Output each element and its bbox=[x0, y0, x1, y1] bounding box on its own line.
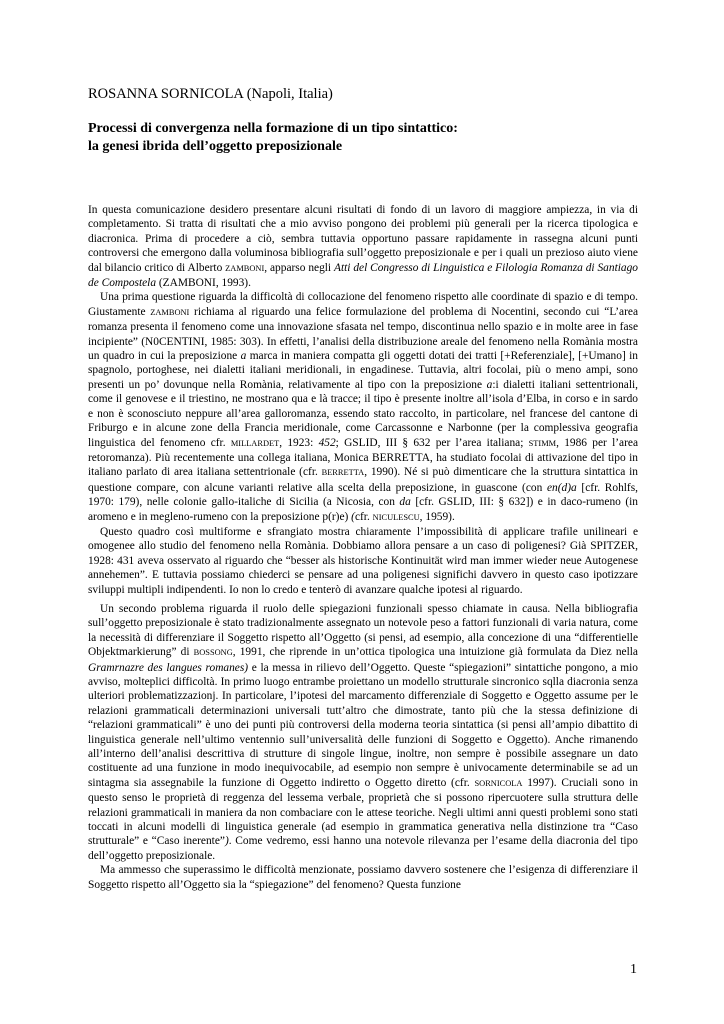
text-run: . Come vedremo, essi hanno una notevole rilevanza per l’esame della diacronia del tipo dell’oggetto preposizionale. bbox=[88, 835, 638, 862]
text-run: Una prima questione riguarda la difficoltà di collocazione del fenomeno rispetto alle coordinate di spazio e di tempo. Giustamente bbox=[88, 291, 638, 318]
italic-text: Gramrnazre des langues romanes) bbox=[88, 661, 249, 674]
text-run: , 1991, che riprende in un’ottica tipologica una intuizione già formulata da Diez nella bbox=[232, 646, 638, 659]
small-caps-name: BOSSONG bbox=[193, 648, 233, 658]
text-run: , 1923: bbox=[279, 436, 319, 449]
text-run: Un secondo problema riguarda il ruolo delle spiegazioni funzionali spesso chiamate in causa. Nella bibliografia sull’oggetto preposizionale è stato tradizionalmente assegnato un notevole peso a fattori funzionali di varia natura, come la necessità di differenziare il Soggetto rispetto all’Oggetto (si pensi, ad esempio, alla concezione di una “differentielle Objektmarkierung” di bbox=[88, 602, 638, 659]
text-run: ; GSLID, III § 632 per l’area italiana; bbox=[335, 436, 529, 449]
italic-text: da bbox=[399, 496, 411, 509]
text-run: (ZAMBONI, 1993). bbox=[156, 277, 251, 290]
page-number: 1 bbox=[630, 962, 637, 977]
author-line: ROSANNA SORNICOLA (Napoli, Italia) bbox=[88, 86, 333, 102]
paragraph bbox=[88, 525, 638, 597]
italic-text: en(d)a bbox=[546, 481, 577, 494]
italic-text: a bbox=[486, 378, 493, 391]
small-caps-name: MILLARDET bbox=[230, 438, 280, 448]
text-run: In questa comunicazione desidero presentare alcuni risultati di fondo di un lavoro di maggiore ampiezza, in via di completamento. Si tratta di risultati che a mio avviso pongono dei problemi più generali per la ricerca tipologica e diacronica. Prima di procedere a ciò, sembra tuttavia opportuno passare rapidamente in rassegna alcuni punti controversi che emergono dalla voluminosa bibliografia sull’oggetto preposizionale e per i quali un prezioso aiuto viene dal bilancio critico di Alberto bbox=[88, 204, 638, 274]
body-text bbox=[88, 203, 638, 892]
small-caps-name: SORNICOLA bbox=[474, 778, 523, 788]
text-run: marca in maniera compatta gli oggetti dotati dei tratti [+Referenziale], [+Umano] in spagnolo, portoghese, nei dialetti italiani meridionali, in engadinese. Tuttavia, altri focolai, più o meno ampi, sono presenti un po’ dovunque nella Romània, relativamente al tipo con la preposizione bbox=[88, 350, 638, 391]
text-run: richiama al riguardo una felice formulazione del problema di Nocentini, secondo cui “L’area romanza presenta il fenomeno come una innovazione sfasata nel tempo, discontinua nello spazio e in molte aree in fase incipiente” (N0CENTINI, 1985: 303). In effetti, l’analisi della distribuzione areale del fenomeno nella Romània mostra un quadro in cui la preposizione bbox=[88, 305, 638, 363]
title-line-2: la genesi ibrida dell’oggetto preposizionale bbox=[88, 139, 343, 154]
italic-text: 452 bbox=[318, 436, 336, 449]
title-line-1: Processi di convergenza nella formazione di un tipo sintattico: bbox=[88, 121, 458, 136]
text-run: Ma ammesso che superassimo le difficoltà menzionate, possiamo davvero sostenere che l’esigenza di differenziare il Soggetto rispetto all’Oggetto sia la “spiegazione” del fenomeno? Questa funzione bbox=[88, 864, 638, 891]
italic-text: ( bbox=[351, 510, 355, 523]
text-run: , 1986 per l’area retoromanza). Più recentemente una collega italiana, Monica BERRETTA, ha studiato focolai di attivazione del tipo in italiano parlato di area italiana settentrionale (cfr. bbox=[88, 436, 638, 479]
small-caps-name: BERRETTA bbox=[321, 468, 365, 478]
text-run: [cfr. GSLID, III: § 632]) e in daco-rumeno (in aromeno e in megleno-rumeno con la preposizione p(r)e) bbox=[88, 496, 638, 523]
text-run: :i dialetti italiani settentrionali, come il genovese e il triestino, ne mostrano qua e là tracce; il tipo è presente inoltre all’isola d’Elba, in corso e in sardo e non è sconosciuto neppure all’area galloromanza, essendo stato raccolto, in particolare, nel francese del cantone di Friburgo e in alcune zone della Francia meridionale, come Carcassonne e Narbonne (per la complessiva geografia linguistica del fenomeno cfr. bbox=[88, 378, 639, 449]
small-caps-name: NICULESCU bbox=[372, 512, 420, 522]
text-run: , 1959). bbox=[419, 510, 455, 523]
paragraph bbox=[88, 203, 638, 290]
text-run: Questo quadro così multiforme e sfrangiato mostra chiaramente l’impossibilità di applicare trafile unilineari e omogenee allo studio del fenomeno nella Romània. Dobbiamo allora pensare a un caso di poligenesi? Già SPITZER, 1928: 431 aveva osservato al riguardo che “besser als historische Kontinuität wird man immer wieder neue Autogenese annehemen”. E tuttavia possiamo chiederci se pensare ad una poligenesi significhi davvero in questo caso ipotizzare sviluppi multipli indipendenti. Io non lo credo e tenterò di avanzare qualche ipotesi al riguardo. bbox=[88, 525, 638, 596]
text-run: , apparso negli bbox=[264, 261, 334, 274]
small-caps-name: STIMM bbox=[528, 438, 557, 448]
small-caps-name: ZAMBONI bbox=[225, 263, 265, 273]
small-caps-name: ZAMBONI bbox=[150, 307, 190, 317]
italic-text: Atti del Congresso di Linguistica e Filologia Romanza di Santiago de Compostela bbox=[88, 261, 638, 290]
text-run: cfr. bbox=[354, 510, 373, 523]
text-run: [cfr. Rohlfs, 1970: 179), nelle colonie gallo-italiche di Sicilia (a Nicosia, con bbox=[88, 481, 639, 509]
italic-text: ) bbox=[224, 835, 229, 848]
text-run: e la messa in rilievo dell’Oggetto. Queste “spiegazioni” sintattiche pongono, a mio avviso, molteplici difficoltà. In primo luogo entrambe proiettano un modello strutturale sincronico sqlla diacronia senza ulteriori problematizzazionj. In particolare, l’ipotesi del marcamento differenziale di Soggetto e Oggetto assume per le relazioni grammaticali determinazioni universali tutt’altro che dimostrate, tanto più che la stessa definizione di “relazioni grammaticali” è uno dei punti più controversi della moderna teoria sintattica (si pensi all’ampio dibattito di linguistica generale nell’ultimo ventennio sull’universalità delle funzioni di Soggetto e Oggetto). Anche rimanendo all’interno dell’analisi descrittiva di strutture di singole lingue, inoltre, non sempre è possibile assegnare un dato costituente ad una funzione in modo inequivocabile, ad esempio non sempre è univocamente determinabile se ad un sintagma sia assegnabile la funzione di Oggetto indiretto o Oggetto diretto (cfr. bbox=[88, 661, 638, 789]
paper-title bbox=[88, 120, 458, 156]
paragraph bbox=[88, 863, 638, 892]
text-run: 1997). Cruciali sono in questo senso le proprietà di reggenza del lessema verbale, proprietà che si possono ripercuotere sulla struttura delle relazioni grammaticali in maniera da non combaciare con le attese teoriche. Negli ultimi anni questi problemi sono stati toccati in alcuni modelli di linguistica generale (ad esempio in grammatica generativa nella distinzione tra “Caso strutturale” e “Caso inerente” bbox=[88, 776, 638, 848]
italic-text: a bbox=[240, 350, 247, 363]
paragraph bbox=[88, 290, 638, 525]
paragraph bbox=[88, 602, 638, 863]
text-run: , 1990). Né si può dimenticare che la struttura sintattica in questione compare, con alcune varianti relative alla scelta della preposizione, in guascone (con bbox=[88, 466, 638, 494]
